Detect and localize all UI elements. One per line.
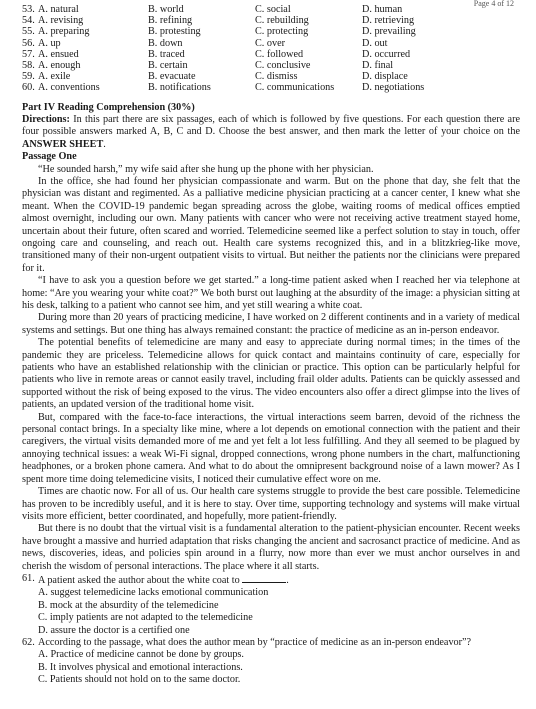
answer-choice: D. assure the doctor is a certified one xyxy=(38,624,190,636)
cloze-options-table xyxy=(22,4,520,94)
option-a: A. preparing xyxy=(38,26,90,38)
passage-paragraph: “He sounded harsh,” my wife said after she hung up the phone with her physician. xyxy=(38,163,374,175)
directions-end: . xyxy=(103,138,106,150)
question-text: A patient asked the author about the white coat to xyxy=(38,574,240,586)
exam-page xyxy=(22,0,520,687)
question-number: 61. xyxy=(22,572,35,584)
question-stem xyxy=(22,573,520,587)
question-number: 57. xyxy=(22,48,35,60)
option-b: B. protesting xyxy=(148,26,201,38)
question-number: 59. xyxy=(22,71,35,83)
question-number: 55. xyxy=(22,26,35,38)
option-a: A. natural xyxy=(38,4,79,15)
question-62 xyxy=(22,637,520,687)
page-corner-text: Page 4 of 12 xyxy=(473,0,514,8)
option-b: B. refining xyxy=(148,15,193,27)
passage-paragraph: The potential benefits of telemedicine are many and easy to appreciate during normal times; in the times of the pandemic they are priceless. Telemedicine allows for quick contact and maintains continuity of care, especially for patients who have an established relationship with the clinician or practice. This option can be particularly helpful for patients who live in remote areas or cannot easily travel, including frail older adults. Patients can be quickly assessed and supported without the risk of being exposed to the virus. The video encounters also offer a direct glimpse into the lives of patients, an updated version of the traditional home visit. xyxy=(22,337,520,411)
option-c: C. rebuilding xyxy=(255,15,309,27)
option-d: D. human xyxy=(362,4,403,15)
option-b: B. world xyxy=(148,4,184,15)
option-c: C. communications xyxy=(255,82,335,94)
option-a: A. revising xyxy=(38,15,84,27)
option-d: D. retrieving xyxy=(362,15,415,27)
question-text-end: . xyxy=(286,574,289,586)
option-d: D. negotiations xyxy=(362,82,425,94)
question-number: 53. xyxy=(22,4,35,15)
answer-choice: C. imply patients are not adapted to the telemedicine xyxy=(38,612,253,624)
option-c: C. social xyxy=(255,4,291,15)
option-c: C. conclusive xyxy=(255,59,311,71)
option-row xyxy=(22,49,520,60)
answer-blank xyxy=(242,573,286,583)
part-title: Part IV Reading Comprehension (30%) xyxy=(22,101,195,113)
option-d: D. out xyxy=(362,37,388,49)
option-row xyxy=(22,38,520,49)
answer-choice: A. suggest telemedicine lacks emotional communication xyxy=(38,587,269,599)
option-b: B. evacuate xyxy=(148,71,196,83)
question-number: 56. xyxy=(22,37,35,49)
question-number: 54. xyxy=(22,15,35,27)
passage-title: Passage One xyxy=(22,151,77,163)
option-b: B. certain xyxy=(148,59,188,71)
question-number: 62. xyxy=(22,636,35,648)
passage-paragraph: But there is no doubt that the virtual visit is a fundamental alteration to the patient-physician encounter. Recent weeks have brought a massive and hurried adaptation that risks changing the ancient and sacrosanct practice of medicine. And as news, discoveries, ideas, and policies spin around in a flurry, now more than ever we must anchor ourselves in and cherish the wisdom of personal interactions. The place where it all starts. xyxy=(22,523,520,572)
option-c: C. protecting xyxy=(255,26,309,38)
option-c: C. over xyxy=(255,37,285,49)
option-c: C. followed xyxy=(255,48,304,60)
option-b: B. traced xyxy=(148,48,185,60)
answer-sheet-label: ANSWER SHEET xyxy=(22,138,104,150)
passage-paragraph: During more than 20 years of practicing medicine, I have worked on 2 different continents and in a variety of medical systems and settings. But one thing has always remained constant: the practice of medicine as an in-person endeavor. xyxy=(22,312,520,336)
directions-label: Directions: xyxy=(22,113,70,125)
passage-paragraph: But, compared with the face-to-face interactions, the virtual interactions seem barren, devoid of the richness the personal contact brings. In a specialty like mine, where a lot depends on emotional connection with the patient and their caregivers, the virtual visits demanded more of me and yet felt a lot less fulfilling. And they all seemed to be plagued by annoying technical issues: a weak Wi-Fi signal, dropped connections, wrong phone numbers in the chart, malfunctioning headphones, or a broken phone camera. And what to do about the omnipresent background noise of a lawn mower? As I spent more time doing telemedicine visits, I noticed their cumulative effect wore on me. xyxy=(22,411,520,485)
option-c: C. dismiss xyxy=(255,71,298,83)
passage-paragraph: Times are chaotic now. For all of us. Our health care systems struggle to provide the best care possible. Telemedicine has proven to be incredibly useful, and it is here to stay. Over time, supporting technology and systems will make virtual visits more efficient, better coordinated, and hopefully, more patient-friendly. xyxy=(22,486,520,522)
question-number: 58. xyxy=(22,59,35,71)
question-text: According to the passage, what does the author mean by “practice of medicine as an in-person endeavor”? xyxy=(38,636,472,648)
answer-choice: C. Patients should not hold on to the same doctor. xyxy=(38,674,241,686)
option-b: B. notifications xyxy=(148,82,211,94)
option-row xyxy=(22,82,520,93)
answer-choice: B. It involves physical and emotional interactions. xyxy=(38,661,243,673)
directions-text: In this part there are six passages, each of which is followed by five questions. For each question there are four possible answers marked A, B, C and D. Choose the best answer, and then mark the letter of your choice on the xyxy=(22,113,520,138)
passage-paragraph: “I have to ask you a question before we get started.” a long-time patient asked when I reached her via telephone at home: “Are you wearing your white coat?” We both burst out laughing at the absurdity of the image: a physician sitting at his desk, talking to a patient who cannot see him, and yet still wearing a white coat. xyxy=(22,275,520,311)
option-a: A. exile xyxy=(38,71,71,83)
passage-paragraph: In the office, she had found her physician compassionate and warm. But on the phone that day, she felt that the physician was distant and regimented. As a palliative medicine physician practicing at a cancer center, I knew what she meant. When the COVID-19 pandemic began spreading across the globe, waiting rooms of medical offices emptied almost overnight, including our own. Many patients with cancer who were not receiving active treatment stayed home, uncertain about their future, often scared and worried. Telemedicine seemed like a perfect solution to stay in touch, offer ongoing care and counseling, and reach out. Health care systems recognized this, and in a blitzkrieg-like move, transitioned many of their non-urgent outpatient visits to virtual. But neither the patients nor the clinicians were prepared for it. xyxy=(22,175,520,274)
question-stem xyxy=(22,637,520,649)
option-row xyxy=(22,15,520,26)
option-row xyxy=(22,60,520,71)
directions xyxy=(22,114,520,151)
option-row xyxy=(22,4,520,15)
option-a: A. up xyxy=(38,37,61,49)
option-row xyxy=(22,26,520,37)
option-b: B. down xyxy=(148,37,183,49)
option-row xyxy=(22,71,520,82)
question-61 xyxy=(22,573,520,637)
answer-choice: A. Practice of medicine cannot be done by groups. xyxy=(38,649,244,661)
option-a: A. ensued xyxy=(38,48,79,60)
option-d: D. prevailing xyxy=(362,26,416,38)
option-a: A. enough xyxy=(38,59,81,71)
answer-choice: B. mock at the absurdity of the telemedicine xyxy=(38,599,219,611)
option-d: D. final xyxy=(362,59,394,71)
option-d: D. occurred xyxy=(362,48,411,60)
question-number: 60. xyxy=(22,82,35,94)
option-a: A. conventions xyxy=(38,82,100,94)
option-d: D. displace xyxy=(362,71,408,83)
